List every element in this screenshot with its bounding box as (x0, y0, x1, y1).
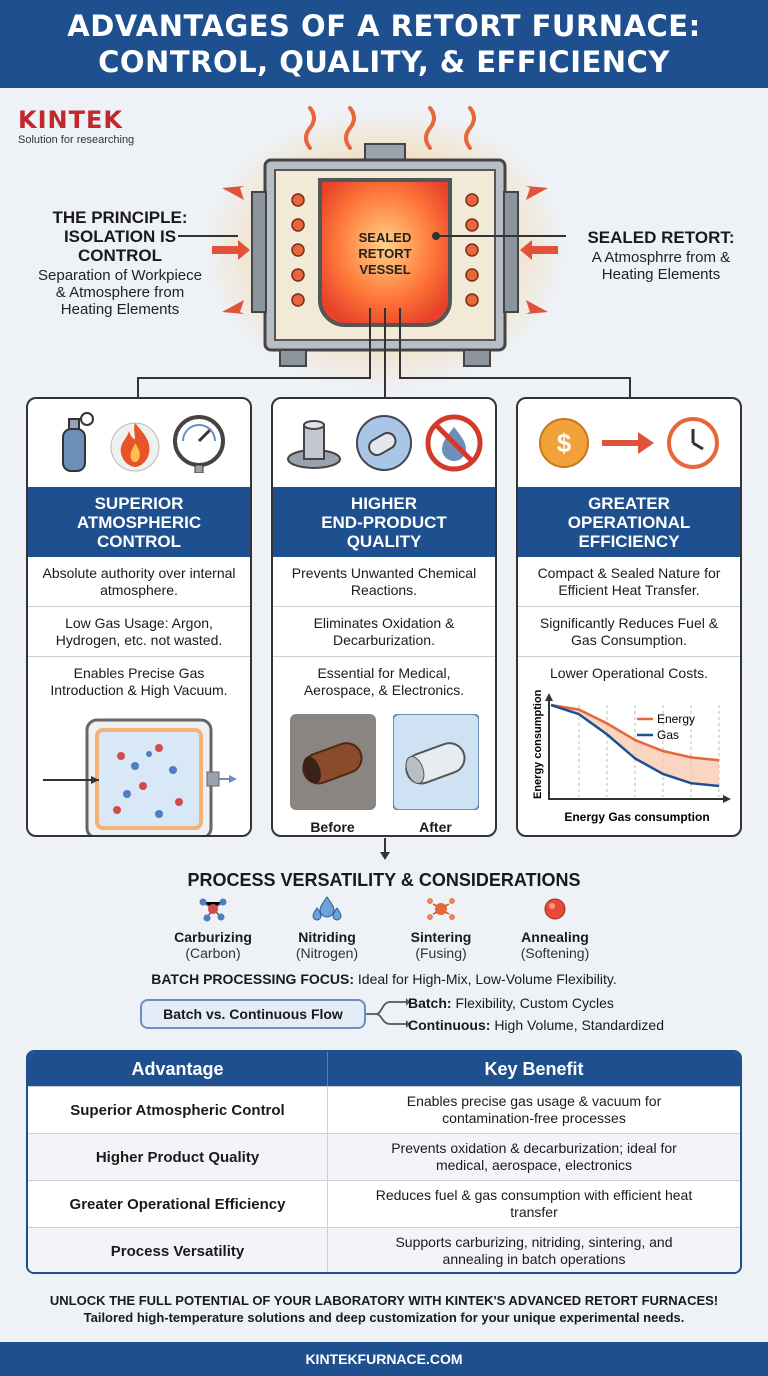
before-label: Before (310, 819, 355, 835)
card-1-title-1: SUPERIOR (94, 493, 184, 513)
principle-title-2: ISOLATION IS (63, 227, 177, 246)
card-2-point-2: Eliminates Oxidation & Decarburization. (273, 607, 495, 657)
process-sub: (Carbon) (185, 945, 241, 961)
chart-xlabel: Energy Gas consumption (564, 810, 710, 824)
cta-subline: Tailored high-temperature solutions and deep customization for your unique experimental needs. (83, 1310, 685, 1325)
card-2-title-3: QUALITY (346, 531, 422, 551)
table-cell-advantage: Greater Operational Efficiency (28, 1181, 328, 1227)
table-cell-benefit: Prevents oxidation & decarburization; ideal for medical, aerospace, electronics (391, 1140, 677, 1173)
continuous-branch (408, 1017, 664, 1033)
anneal-icon (539, 896, 571, 922)
process-sintering (386, 896, 496, 961)
gas-cylinder-icon (51, 411, 99, 475)
card-2-point-3: Essential for Medical, Aerospace, & Electronics. (303, 665, 465, 698)
principle-title-3: CONTROL (77, 246, 163, 265)
card-2-point-1: Prevents Unwanted Chemical Reactions. (273, 557, 495, 607)
table-row (28, 1180, 740, 1227)
after-label: After (419, 819, 452, 835)
logo-brand: KINTEK (18, 106, 123, 134)
page-title-line-2: CONTROL, QUALITY, & EFFICIENCY (98, 45, 670, 79)
process-name: Nitriding (298, 929, 356, 945)
card-1-icons (28, 399, 250, 487)
table-cell-advantage: Process Versatility (28, 1228, 328, 1274)
sealed-retort-text (566, 228, 756, 283)
footer-url[interactable]: KINTEKFURNACE.COM (0, 1342, 768, 1376)
pressure-gauge-icon (171, 413, 227, 473)
principle-body-1: Separation of Workpiece (38, 267, 202, 284)
down-arrow-icon (378, 838, 392, 862)
retort-label-3: VESSEL (359, 262, 411, 277)
sealed-title: SEALED RETORT: (587, 228, 735, 247)
before-after (273, 706, 495, 835)
process-nitriding (272, 896, 382, 961)
cta-headline: UNLOCK THE FULL POTENTIAL OF YOUR LABORATORY WITH KINTEK'S ADVANCED RETORT FURNACES! (49, 1293, 719, 1308)
batch-text: Flexibility, Custom Cycles (455, 995, 614, 1011)
before-panel (290, 714, 376, 835)
table-cell-benefit: Supports carburizing, nitriding, sintering, and annealing in batch operations (395, 1234, 673, 1267)
vacuum-chamber-icon (39, 714, 239, 837)
clock-icon (666, 416, 720, 470)
table-cell-advantage: Superior Atmospheric Control (28, 1087, 328, 1133)
card-2-icons (273, 399, 495, 487)
advantages-table (26, 1050, 742, 1274)
clean-tube-icon (354, 413, 414, 473)
efficiency-chart (519, 689, 739, 829)
principle-body-2: & Atmosphere from (55, 284, 185, 301)
table-head-benefit: Key Benefit (484, 1058, 584, 1079)
molecule-icon (197, 896, 229, 922)
process-sub: (Softening) (520, 945, 590, 961)
table-cell-benefit: Enables precise gas usage & vacuum for contamination-free processes (406, 1093, 662, 1126)
table-row (28, 1133, 740, 1180)
retort-label-1: SEALED (358, 230, 412, 245)
card-1-title (28, 487, 250, 557)
card-1-point-2: Low Gas Usage: Argon, Hydrogen, etc. not wasted. (28, 607, 250, 657)
process-annealing (500, 896, 610, 961)
sealed-body-1: A Atmosphrre from & (591, 249, 731, 266)
svg-text:$: $ (556, 428, 572, 458)
logo-tagline: Solution for researching (18, 134, 135, 146)
process-name: Sintering (410, 929, 472, 945)
sealed-body-2: Heating Elements (601, 266, 721, 283)
card-1-title-2: ATMOSPHERIC (76, 512, 202, 532)
chart-legend (637, 712, 695, 742)
card-atmospheric-control (26, 397, 252, 837)
chart-ylabel: Energy consumption (532, 689, 544, 799)
clean-part-icon (393, 714, 479, 810)
table-row (28, 1086, 740, 1133)
droplets-icon (311, 896, 343, 922)
no-oxidation-icon (424, 413, 484, 473)
table-header (28, 1052, 740, 1086)
card-3-point-1: Compact & Sealed Nature for Efficient Heat Transfer. (518, 557, 740, 607)
batch-label: Batch: (408, 995, 452, 1011)
process-sub: (Nitrogen) (295, 945, 359, 961)
after-panel (393, 714, 479, 835)
card-product-quality (271, 397, 497, 837)
card-3-title-1: GREATER (588, 493, 670, 513)
card-3-point-2: Significantly Reduces Fuel & Gas Consumption. (518, 607, 740, 657)
card-1-title-3: CONTROL (96, 531, 182, 551)
process-sub: (Fusing) (415, 945, 467, 961)
page-header (0, 0, 768, 88)
right-arrow-icon (600, 428, 656, 458)
batch-focus (0, 971, 768, 987)
dollar-coin-icon (538, 417, 590, 469)
continuous-label: Continuous: (408, 1017, 491, 1033)
card-3-icons (518, 399, 740, 487)
legend-energy: Energy (657, 712, 696, 726)
principle-text (30, 208, 210, 318)
flame-icon (109, 413, 161, 473)
principle-title-1: THE PRINCIPLE: (52, 208, 188, 227)
versatility-title: PROCESS VERSATILITY & CONSIDERATIONS (187, 870, 581, 890)
table-row (28, 1227, 740, 1274)
table-head-advantage: Advantage (28, 1052, 328, 1086)
process-name: Carburizing (174, 929, 252, 945)
continuous-text: High Volume, Standardized (494, 1017, 664, 1033)
card-1-point-1: Absolute authority over internal atmosphere. (28, 557, 250, 607)
card-3-title-2: OPERATIONAL (567, 512, 691, 532)
card-3-title (518, 487, 740, 557)
principle-body-3: Heating Elements (60, 301, 180, 318)
kintek-logo (18, 106, 134, 146)
batch-focus-text: Ideal for High-Mix, Low-Volume Flexibility. (357, 971, 617, 987)
card-2-title (273, 487, 495, 557)
flow-branch-lines (366, 996, 410, 1032)
process-name: Annealing (521, 929, 589, 945)
legend-gas: Gas (657, 728, 680, 742)
batch-branch (408, 995, 614, 1011)
card-1-point-3: Enables Precise Gas Introduction & High Vacuum. (50, 665, 228, 698)
rusty-tube-icon (290, 714, 376, 810)
card-3-title-3: EFFICIENCY (578, 531, 680, 551)
flow-pill: Batch vs. Continuous Flow (140, 999, 366, 1029)
card-operational-efficiency (516, 397, 742, 837)
retort-label-2: RETORT (358, 246, 412, 261)
card-2-title-1: HIGHER (350, 493, 418, 513)
sinter-icon (425, 896, 457, 922)
process-carburizing (158, 896, 268, 961)
batch-focus-label: BATCH PROCESSING FOCUS: (151, 971, 354, 987)
card-3-point-3: Lower Operational Costs. (550, 665, 708, 681)
table-cell-benefit: Reduces fuel & gas consumption with efficient heat transfer (375, 1187, 693, 1220)
metal-part-icon (284, 413, 344, 473)
page-title-line-1: ADVANTAGES OF A RETORT FURNACE: (67, 9, 701, 43)
card-2-title-2: END-PRODUCT (321, 512, 447, 532)
table-cell-advantage: Higher Product Quality (28, 1134, 328, 1180)
